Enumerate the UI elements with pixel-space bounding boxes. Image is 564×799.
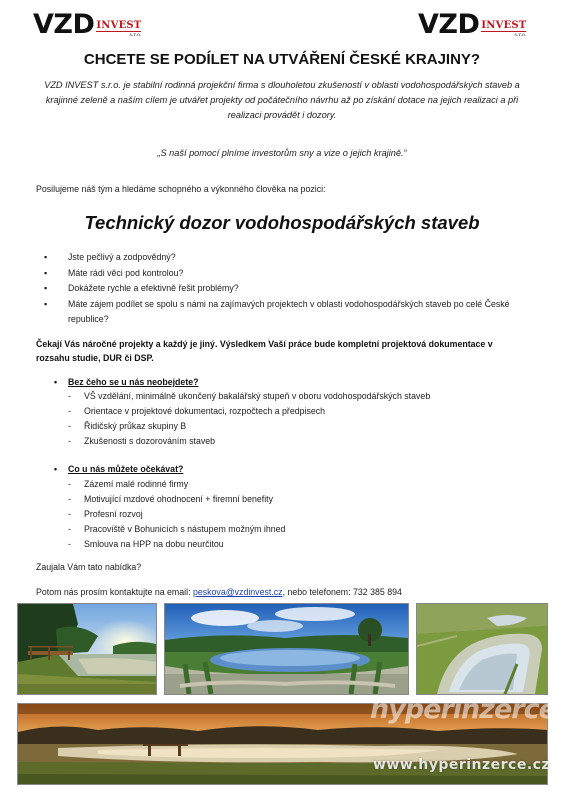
watermark-logo: hyperinzerce <box>370 694 556 725</box>
offer-item: - Smlouva na HPP na dobu neurčitou <box>68 537 285 552</box>
photo-panorama-pond <box>164 603 409 695</box>
question-item: ▪ Dokážete rychle a efektivně řešit problémy? <box>56 281 526 296</box>
photo-pond-pier <box>17 603 157 695</box>
offer-item: - Zázemí malé rodinné firmy <box>68 477 285 492</box>
offer-item: - Motivující mzdové ohodnocení + firemní benefity <box>68 492 285 507</box>
logo-main-text: VZD <box>418 9 480 40</box>
challenge-text: Čekají Vás náročné projekty a každý je jiný. Výsledkem Vaší práce bude kompletní projektová dokumentace v rozsahu studie, DUR či DSP. <box>36 339 493 363</box>
company-intro: VZD INVEST s.r.o. je stabilní rodinná projekční firma s dlouholetou zkušeností v oblasti vodohospodářských staveb a krajinné zeleně a naším cílem je utvářet projekty od počátečního návrhu až po získání dotace na jejich realizaci a při realizaci provádět i dozory. <box>44 80 520 120</box>
contact-line <box>36 587 402 597</box>
question-item: ▪ Máte rádi věci pod kontrolou? <box>56 266 526 281</box>
requirements-list <box>68 389 430 449</box>
looking-for-text: Posilujeme náš tým a hledáme schopného a výkonného člověka na pozici: <box>36 184 326 194</box>
question-list <box>56 250 526 327</box>
requirement-item: - Zkušenosti s dozorováním staveb <box>68 434 430 449</box>
requirement-item: - VŠ vzdělání, minimálně ukončený bakalářský stupeň v oboru vodohospodářských staveb <box>68 389 430 404</box>
logo-main-text: VZD <box>33 9 95 40</box>
offer-item: - Pracoviště v Bohunicích s nástupem možným ihned <box>68 522 285 537</box>
contact-suffix: , nebo telefonem: 732 385 894 <box>282 587 402 597</box>
question-item: ▪ Máte zájem podílet se spolu s námi na zajímavých projektech v oblasti vodohospodářských staveb po celé České republice? <box>56 297 526 327</box>
company-logo-left <box>33 9 142 40</box>
requirements-heading: • Bez čeho se u nás neobejdete? <box>68 377 199 387</box>
logo-invest-text: INVEST <box>481 20 527 31</box>
interest-question: Zaujala Vám tato nabídka? <box>36 562 142 572</box>
email-link[interactable]: peskova@vzdinvest.cz <box>192 587 283 597</box>
logo-sro-text: s.r.o. <box>96 31 141 38</box>
question-item: ▪ Jste pečlivý a zodpovědný? <box>56 250 526 265</box>
watermark-url: www.hyperinzerce.cz <box>373 757 551 773</box>
requirement-item: - Řidičský průkaz skupiny B <box>68 419 430 434</box>
company-logo-right <box>418 9 527 40</box>
headline: CHCETE SE PODÍLET NA UTVÁŘENÍ ČESKÉ KRAJINY? <box>83 51 481 68</box>
contact-prefix: Potom nás prosím kontaktujte na email: <box>36 587 193 597</box>
offer-item: - Profesní rozvoj <box>68 507 285 522</box>
logo-sro-text: s.r.o. <box>481 31 526 38</box>
offer-heading: • Co u nás můžete očekávat? <box>68 464 183 474</box>
offer-list <box>68 477 285 552</box>
photo-aerial-pond <box>416 603 548 695</box>
logo-invest-text: INVEST <box>96 20 142 31</box>
requirement-item: - Orientace v projektové dokumentaci, rozpočtech a předpisech <box>68 404 430 419</box>
company-quote: „S naší pomocí plníme investorům sny a vize o jejich krajině.“ <box>157 148 407 158</box>
job-title: Technický dozor vodohospodářských staveb <box>84 212 480 233</box>
